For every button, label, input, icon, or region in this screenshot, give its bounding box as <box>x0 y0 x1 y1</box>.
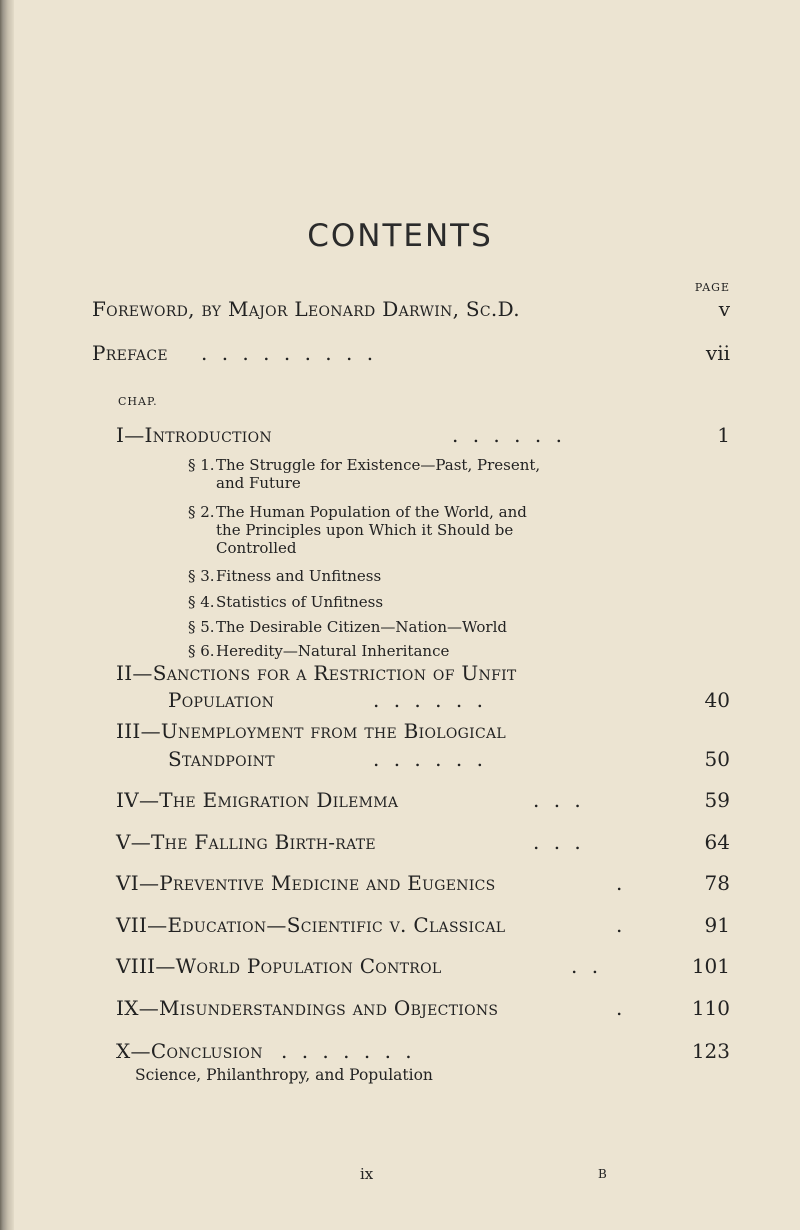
chapter-10-subtitle: Science, Philanthropy, and Population <box>135 1066 433 1084</box>
toc-page-preface: vii <box>705 341 730 365</box>
toc-entry-chapter-10: X—Conclusion . . . . . . . <box>116 1039 412 1063</box>
signature-mark: B <box>598 1167 607 1181</box>
page-number: ix <box>360 1165 374 1183</box>
toc-page-chapter-4: 59 <box>704 788 730 812</box>
toc-page-chapter-2: 40 <box>704 688 730 712</box>
section-item: § 1.The Struggle for Existence—Past, Present, and Future <box>188 456 541 492</box>
toc-entry-chapter-1: I—Introduction . . . . . . <box>116 423 562 447</box>
toc-entry-chapter-5: V—The Falling Birth-rate . . . <box>116 830 581 854</box>
section-item: § 4.Statistics of Unfitness <box>188 593 384 611</box>
toc-entry-chapter-9: IX—Misunderstandings and Objections . <box>116 996 623 1020</box>
toc-page-chapter-7: 91 <box>704 913 730 937</box>
toc-page-foreword: v <box>718 297 730 321</box>
toc-page-chapter-5: 64 <box>704 830 730 854</box>
toc-entry-chapter-7: VII—Education—Scientific v. Classical . <box>116 913 623 937</box>
toc-entry-chapter-6: VI—Preventive Medicine and Eugenics . <box>116 871 623 895</box>
toc-page-chapter-6: 78 <box>704 871 730 895</box>
toc-page-chapter-1: 1 <box>717 423 730 447</box>
toc-entry-preface: Preface . . . . . . . . . <box>92 341 374 365</box>
toc-entry-chapter-2: II—Sanctions for a Restriction of Unfit <box>116 661 517 685</box>
book-binding-edge <box>0 0 14 1230</box>
toc-entry-foreword: Foreword, by Major Leonard Darwin, Sc.D. <box>92 297 520 321</box>
toc-page-chapter-8: 101 <box>691 954 730 978</box>
section-item: § 6.Heredity—Natural Inheritance <box>188 642 450 660</box>
section-item: § 5.The Desirable Citizen—Nation—World <box>188 618 507 636</box>
toc-page-chapter-3: 50 <box>704 747 730 771</box>
toc-page-chapter-10: 123 <box>691 1039 730 1063</box>
section-item: § 3.Fitness and Unfitness <box>188 567 382 585</box>
toc-page-chapter-9: 110 <box>691 996 730 1020</box>
toc-entry-chapter-3-cont: Standpoint . . . . . . <box>168 747 483 771</box>
page-column-label: PAGE <box>694 281 730 294</box>
toc-entry-chapter-8: VIII—World Population Control . . <box>116 954 599 978</box>
page-title: CONTENTS <box>307 218 493 254</box>
toc-entry-chapter-2-cont: Population . . . . . . <box>168 688 483 712</box>
toc-entry-chapter-3: III—Unemployment from the Biological <box>116 719 506 743</box>
chap-label: CHAP. <box>118 395 158 408</box>
toc-entry-chapter-4: IV—The Emigration Dilemma . . . <box>116 788 581 812</box>
section-item: § 2.The Human Population of the World, and the Principles upon Which it Should be Controlled <box>188 503 527 557</box>
